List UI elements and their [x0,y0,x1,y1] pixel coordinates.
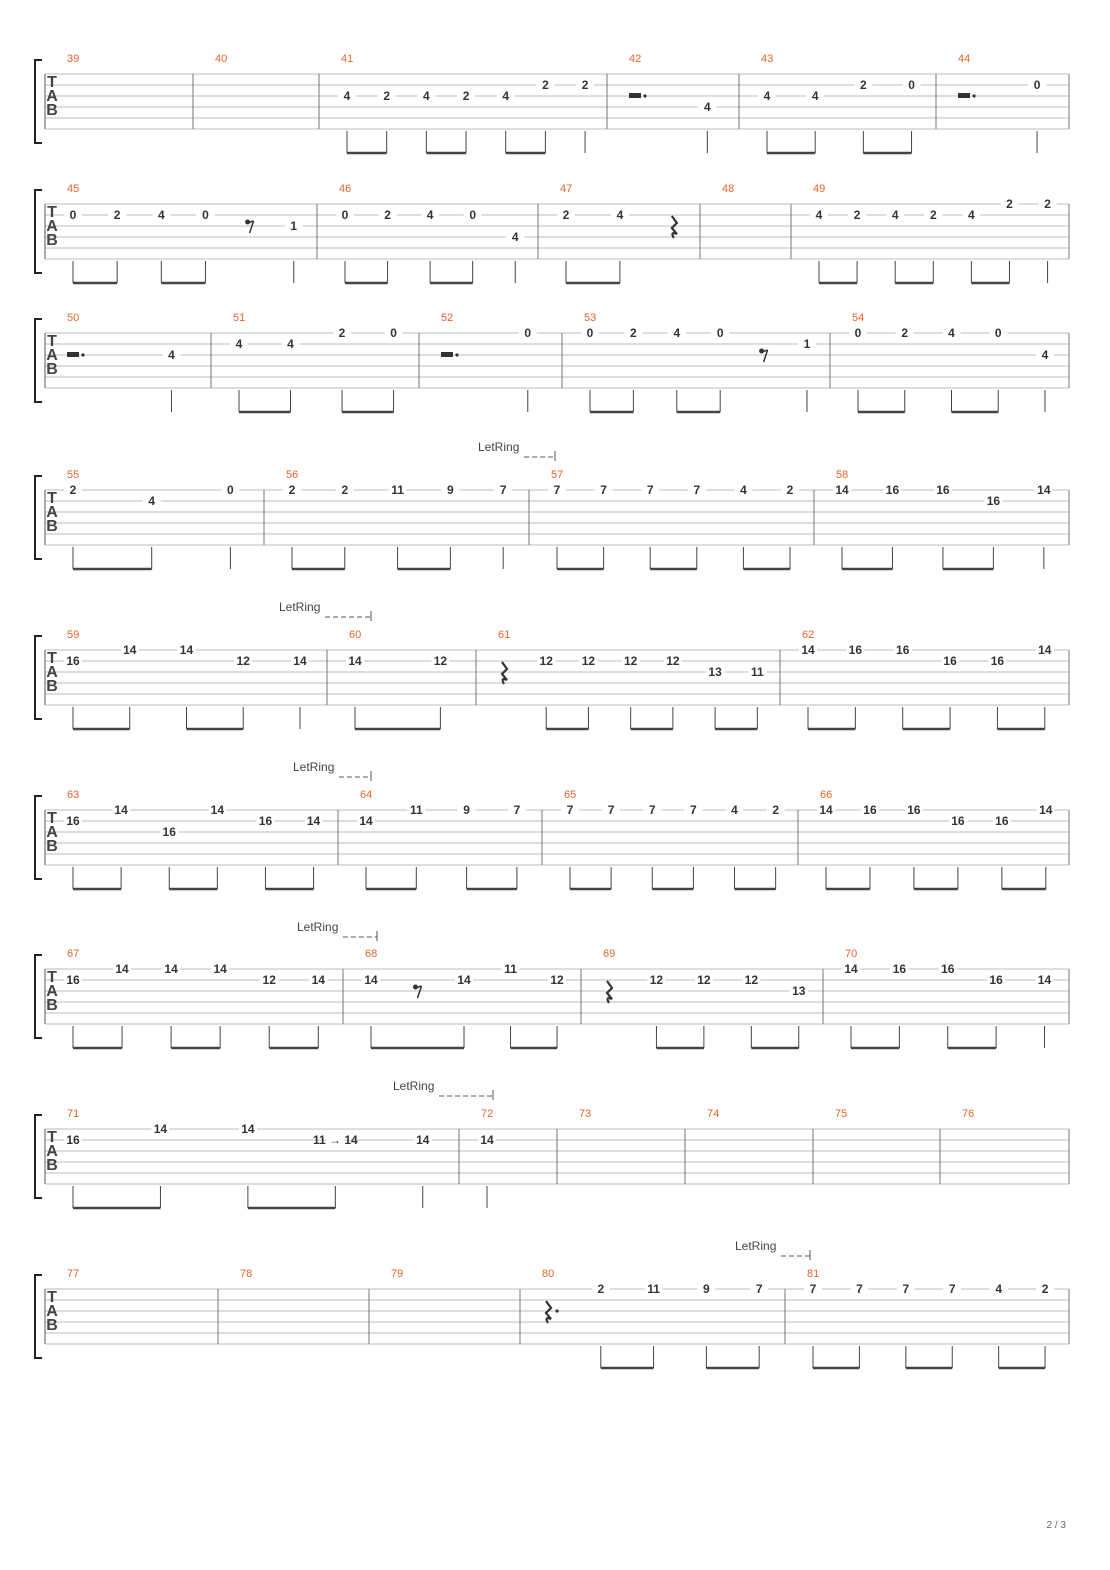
fret-number: 12 [262,973,276,987]
tab-clef-letter: B [46,1317,58,1334]
tab-system [35,1239,1069,1368]
tab-clef-letter: A [46,88,58,105]
fret-number: 12 [623,654,638,668]
fret-number: 13 [708,665,722,679]
measure [357,789,526,889]
fret-number: 7 [607,803,615,817]
measure [64,1108,432,1208]
fret-number: 14 [1038,643,1052,657]
fret-number: 14 [844,962,858,976]
measure [336,183,524,283]
measure-number: 48 [722,183,735,195]
system-bracket [35,1115,42,1198]
measure [758,53,921,153]
tab-clef-letter: A [46,664,58,681]
measure [958,53,1046,153]
measure [64,183,303,283]
measure [962,1108,974,1120]
fret-number: 11 → 14 [312,1133,358,1147]
let-ring-label: LetRing [279,600,321,614]
fret-number: 2 [901,326,909,340]
fret-number: 16 [907,803,921,817]
tab-clef-letter: A [46,218,58,235]
fret-number: 7 [690,803,697,817]
fret-number: 14 [164,962,178,976]
fret-number: 14 [364,973,378,987]
let-ring-label: LetRing [393,1079,435,1093]
measure [842,948,1053,1048]
tab-clef-letter: A [46,504,58,521]
fret-number: 4 [811,89,819,103]
tab-clef-letter: A [46,1303,58,1320]
fret-number: 11 [409,803,423,817]
fret-number: 14 [480,1133,494,1147]
tab-clef-letter: T [47,1129,57,1146]
fret-number: 14 [114,803,128,817]
fret-number: 4 [968,208,975,222]
fret-number: 7 [499,483,507,497]
tab-clef-letter: B [46,102,58,119]
system-bracket [35,190,42,273]
fret-number: 7 [646,483,654,497]
measure-number: 44 [958,53,971,65]
fret-number: 4 [731,803,738,817]
fret-number: 14 [179,643,194,657]
fret-number: 0 [854,326,862,340]
fret-number: 12 [697,973,711,987]
let-ring-label: LetRing [297,920,339,934]
tab-clef-letter: T [47,1289,57,1306]
tab-clef-letter: B [46,1157,58,1174]
fret-number: 2 [383,89,391,103]
measure-number: 77 [67,1268,80,1280]
measure [579,1108,591,1120]
measure [346,629,449,729]
system-bracket [35,60,42,143]
fret-number: 0 [1033,78,1041,92]
fret-number: 4 [703,100,711,114]
tab-system [35,600,1069,729]
measure-number: 41 [341,53,354,65]
measure [603,948,808,1048]
measure-number: 69 [603,948,616,960]
fret-number: 14 [835,483,849,497]
measure [799,629,1054,729]
tab-clef-letter: A [46,824,58,841]
fret-number: 4 [426,208,434,222]
measure-number: 64 [360,789,373,801]
measure-number: 46 [339,183,352,195]
measure-number: 43 [761,53,774,65]
tab-clef-letter: T [47,74,57,91]
fret-number: 0 [524,326,532,340]
measure-number: 56 [286,469,299,481]
measure-number: 68 [365,948,378,960]
rest-dot [455,353,458,356]
fret-number: 14 [213,962,227,976]
measure [391,1268,403,1280]
measure-number: 65 [564,789,577,801]
fret-number: 9 [463,803,470,817]
fret-number: 14 [115,962,129,976]
fret-number: 2 [1006,197,1013,211]
fret-number: 7 [513,803,521,817]
fret-number: 7 [755,1282,763,1296]
tab-system [35,312,1069,412]
fret-number: 14 [210,803,225,817]
measure-number: 66 [820,789,833,801]
fret-number: 12 [581,654,596,668]
quarter-rest-symbol [672,216,677,238]
fret-number: 16 [990,654,1005,668]
tab-system [35,183,1069,283]
tab-system [35,440,1069,569]
fret-number: 2 [581,78,589,92]
fret-number: 2 [597,1282,605,1296]
fret-number: 14 [801,643,815,657]
measure-number: 72 [481,1108,494,1120]
fret-number: 4 [673,326,681,340]
measure-number: 39 [67,53,80,65]
fret-number: 14 [348,654,362,668]
fret-number: 4 [891,208,899,222]
fret-number: 4 [740,483,747,497]
measure-number: 71 [67,1108,80,1120]
measure-number: 67 [67,948,80,960]
fret-number: 7 [553,483,561,497]
fret-number: 16 [162,825,176,839]
measure [478,1108,496,1208]
fret-number: 12 [236,654,250,668]
measure [722,183,734,195]
fret-number: 7 [856,1282,863,1296]
fret-number: 4 [815,208,823,222]
measure-number: 54 [852,312,865,324]
fret-number: 16 [943,654,957,668]
tab-clef-letter: B [46,361,58,378]
measure-number: 42 [629,53,642,65]
measure-number: 53 [584,312,597,324]
fret-number: 14 [819,803,833,817]
fret-number: 4 [511,230,519,244]
fret-number: 16 [896,643,910,657]
measure-number: 81 [807,1268,820,1280]
system-bracket [35,955,42,1038]
let-ring-label: LetRing [735,1239,777,1253]
fret-number: 4 [287,337,294,351]
measure [810,183,1057,283]
fret-number: 2 [630,326,637,340]
fret-number: 2 [786,483,794,497]
fret-number: 0 [469,208,477,222]
rest-dot [555,1309,558,1312]
tab-clef-letter: T [47,204,57,221]
fret-number: 4 [148,494,156,508]
fret-number: 9 [447,483,454,497]
fret-number: 14 [306,814,321,828]
fret-number: 1 [803,337,811,351]
fret-number: 0 [716,326,724,340]
fret-number: 4 [343,89,351,103]
tab-system [35,53,1069,153]
system-bracket [35,796,42,879]
fret-number: 2 [338,326,346,340]
fret-number: 14 [1037,483,1051,497]
measure [215,53,227,65]
measure [67,53,79,65]
fret-number: 0 [390,326,397,340]
fret-number: 16 [995,814,1009,828]
measure-number: 51 [233,312,246,324]
fret-number: 4 [168,348,175,362]
half-rest-symbol [441,352,453,357]
fret-number: 12 [550,973,564,987]
measure [581,312,816,412]
fret-number: 2 [384,208,391,222]
measure-number: 55 [67,469,80,481]
fret-number: 7 [809,1282,817,1296]
fret-number: 14 [1039,803,1053,817]
fret-number: 2 [562,208,570,222]
fret-number: 12 [666,654,680,668]
fret-number: 11 [391,483,404,497]
let-ring-label: LetRing [478,440,520,454]
fret-number: 16 [66,1133,80,1147]
tab-clef-letter: T [47,969,57,986]
fret-number: 14 [311,973,325,987]
measure [804,1268,1054,1368]
fret-number: 2 [1044,197,1051,211]
fret-number: 0 [586,326,594,340]
fret-number: 14 [241,1122,255,1136]
fret-number: 2 [69,483,77,497]
fret-number: 14 [457,973,471,987]
fret-number: 4 [157,208,165,222]
system-bracket [35,1275,42,1358]
fret-number: 11 [750,665,764,679]
half-rest-symbol [67,352,79,357]
system-bracket [35,319,42,402]
fret-number: 14 [293,654,307,668]
half-rest-symbol [958,93,970,98]
tab-clef-letter: B [46,678,58,695]
tab-clef-letter: A [46,983,58,1000]
fret-number: 2 [860,78,867,92]
rest-dot [643,94,646,97]
measure [283,469,512,569]
rest-dot [972,94,975,97]
tab-clef-letter: T [47,650,57,667]
fret-number: 2 [462,89,470,103]
system-bracket [35,636,42,719]
measure-number: 52 [441,312,454,324]
tab-clef-letter: T [47,490,57,507]
measure [542,1268,768,1368]
fret-number: 4 [763,89,771,103]
fret-number: 11 [504,962,517,976]
measure-number: 70 [845,948,858,960]
measure-number: 40 [215,53,228,65]
fret-number: 1 [290,219,298,233]
fret-number: 11 [647,1282,660,1296]
fret-number: 2 [929,208,937,222]
fret-number: 2 [341,483,349,497]
measure-number: 45 [67,183,80,195]
fret-number: 16 [989,973,1003,987]
fret-number: 4 [235,337,243,351]
fret-number: 16 [941,962,955,976]
page-indicator: 2 / 3 [1046,1520,1066,1531]
fret-number: 13 [792,984,806,998]
fret-number: 16 [986,494,1001,508]
fret-number: 4 [616,208,624,222]
fret-number: 0 [341,208,349,222]
measure [64,789,323,889]
tab-system [35,920,1069,1048]
fret-number: 4 [948,326,955,340]
measure-number: 59 [67,629,80,641]
quarter-rest-symbol [546,1301,551,1323]
tab-clef-letter: B [46,997,58,1014]
measure-number: 80 [542,1268,555,1280]
quarter-rest-symbol [502,662,507,684]
fret-number: 2 [288,483,296,497]
measure [707,1108,719,1120]
tab-clef-letter: T [47,333,57,350]
measure [230,312,403,412]
measure-number: 75 [835,1108,848,1120]
fret-number: 7 [600,483,607,497]
fret-number: 14 [153,1122,168,1136]
fret-number: 16 [848,643,863,657]
measure [561,789,785,889]
fret-number: 12 [433,654,448,668]
fret-number: 0 [908,78,915,92]
fret-number: 0 [69,208,77,222]
quarter-rest-symbol [607,981,612,1003]
measure [64,469,239,569]
measure [67,1268,79,1280]
measure [835,1108,847,1120]
measure [557,183,677,283]
tab-clef-letter: B [46,838,58,855]
fret-number: 7 [648,803,656,817]
measure [849,312,1054,412]
measure-number: 63 [67,789,80,801]
rest-dot [81,353,84,356]
tab-system [35,1079,1069,1208]
fret-number: 16 [863,803,877,817]
fret-number: 14 [359,814,373,828]
measure [629,53,716,153]
fret-number: 7 [948,1282,956,1296]
fret-number: 16 [258,814,273,828]
measure [817,789,1055,889]
measure [441,312,537,412]
fret-number: 2 [853,208,861,222]
tab-clef-letter: A [46,1143,58,1160]
tab-clef-letter: B [46,232,58,249]
fret-number: 12 [539,654,553,668]
fret-number: 7 [566,803,574,817]
measure [64,629,309,729]
measure-number: 79 [391,1268,404,1280]
tab-clef-letter: A [46,347,58,364]
fret-number: 16 [951,814,965,828]
measure [362,948,566,1048]
measure-number: 61 [498,629,511,641]
measure [833,469,1053,569]
measure-number: 73 [579,1108,592,1120]
fret-number: 16 [892,962,907,976]
measure [548,469,799,569]
fret-number: 12 [649,973,664,987]
measure-number: 62 [802,629,815,641]
half-rest-symbol [629,93,641,98]
measure-number: 78 [240,1268,253,1280]
measure-number: 76 [962,1108,975,1120]
fret-number: 7 [693,483,701,497]
fret-number: 0 [227,483,234,497]
fret-number: 0 [202,208,209,222]
measure-number: 50 [67,312,80,324]
fret-number: 2 [542,78,549,92]
fret-number: 9 [703,1282,710,1296]
fret-number: 4 [502,89,510,103]
system-bracket [35,476,42,559]
measure-number: 58 [836,469,849,481]
let-ring-label: LetRing [293,760,335,774]
tab-system [35,760,1069,889]
fret-number: 12 [744,973,759,987]
measure-number: 60 [349,629,362,641]
measure [240,1268,252,1280]
fret-number: 7 [902,1282,910,1296]
fret-number: 16 [66,654,80,668]
measure-number: 74 [707,1108,720,1120]
fret-number: 16 [936,483,950,497]
fret-number: 0 [994,326,1002,340]
fret-number: 4 [1041,348,1049,362]
fret-number: 2 [1041,1282,1049,1296]
measure [64,948,327,1048]
fret-number: 16 [66,814,80,828]
fret-number: 14 [416,1133,430,1147]
measure [67,312,180,412]
tab-clef-letter: T [47,810,57,827]
fret-number: 2 [772,803,780,817]
measure [498,629,766,729]
fret-number: 4 [995,1282,1003,1296]
measure-number: 57 [551,469,564,481]
measure-number: 49 [813,183,826,195]
fret-number: 4 [423,89,430,103]
fret-number: 14 [123,643,137,657]
fret-number: 14 [1037,973,1052,987]
fret-number: 16 [885,483,900,497]
fret-number: 2 [113,208,121,222]
measure [338,53,594,153]
measure-number: 47 [560,183,573,195]
tab-clef-letter: B [46,518,58,535]
fret-number: 16 [66,973,80,987]
